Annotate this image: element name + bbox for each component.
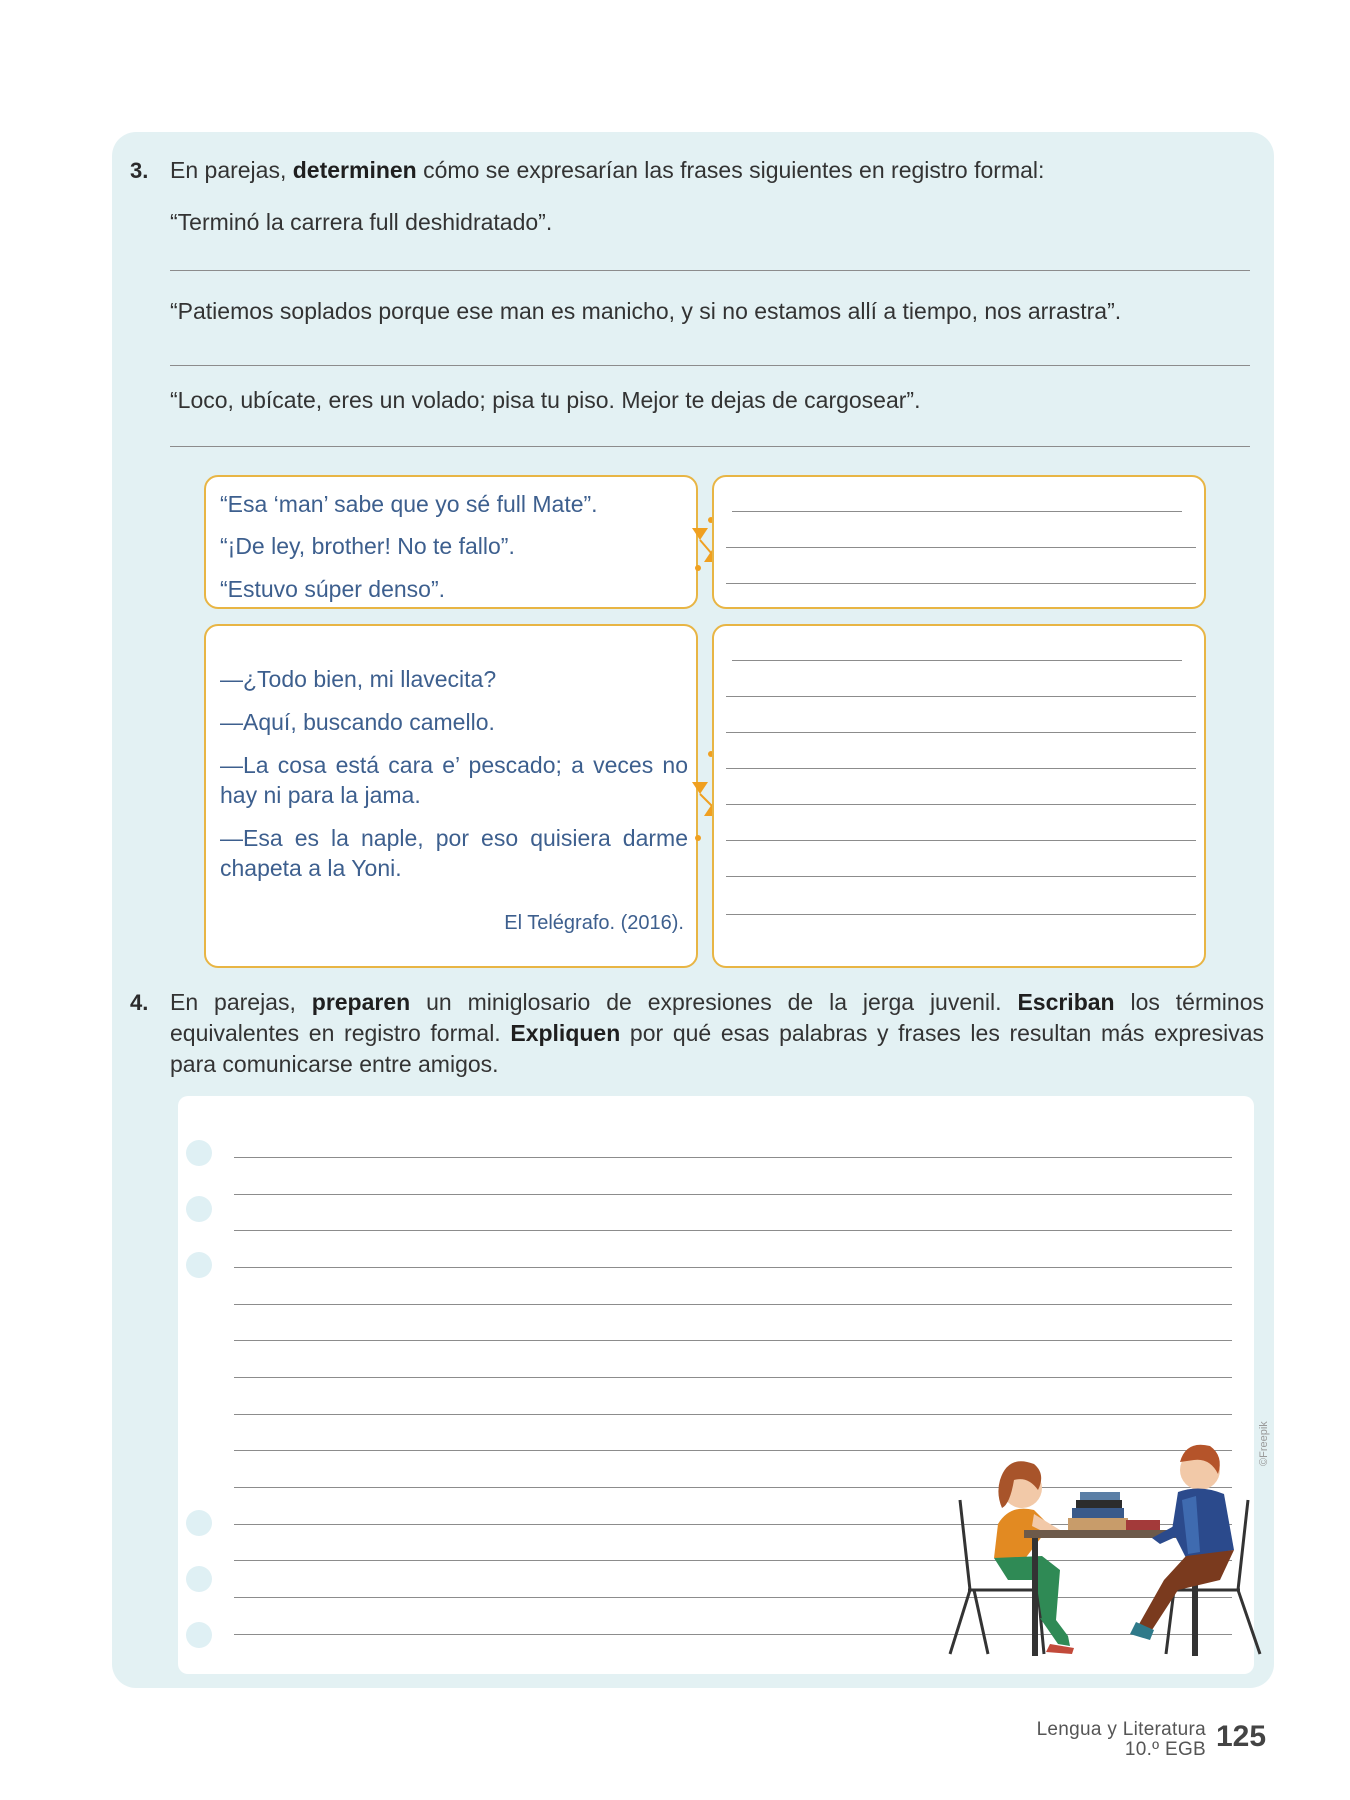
notebook-line[interactable] bbox=[234, 1230, 1232, 1231]
answer-line-1[interactable] bbox=[170, 270, 1250, 271]
dialogue-line-4: —Esa es la naple, por eso quisiera darme chapeta a la Yoni. bbox=[220, 825, 688, 881]
slang-phrases-box bbox=[204, 475, 698, 609]
notebook-hole bbox=[186, 1566, 212, 1592]
box-answer-line[interactable] bbox=[726, 914, 1196, 915]
footer-subject bbox=[950, 1720, 1206, 1760]
box-answer-line[interactable] bbox=[732, 511, 1182, 512]
dialogue-line-1: —¿Todo bien, mi llavecita? bbox=[220, 666, 497, 692]
notebook-line[interactable] bbox=[234, 1304, 1232, 1305]
box-answer-line[interactable] bbox=[726, 732, 1196, 733]
question-3-number: 3. bbox=[130, 158, 149, 183]
notebook-hole bbox=[186, 1252, 212, 1278]
box-answer-line[interactable] bbox=[726, 768, 1196, 769]
box-answer-line[interactable] bbox=[726, 840, 1196, 841]
box-answer-line[interactable] bbox=[726, 696, 1196, 697]
page-number: 125 bbox=[1216, 1720, 1267, 1753]
notebook-hole bbox=[186, 1622, 212, 1648]
dialogue-box bbox=[204, 624, 698, 968]
footer-subject-name: Lengua y Literatura bbox=[1036, 1719, 1206, 1740]
image-credit: ©Freepik bbox=[1258, 1421, 1270, 1466]
dialogue-text bbox=[220, 664, 688, 896]
question-3-instruction: En parejas, determinen cómo se expresarían las frases siguientes en registro formal: bbox=[170, 157, 1045, 183]
question-4-instruction: En parejas, preparen un miniglosario de expresiones de la jerga juvenil. Escriban los términos equivalentes en registro formal. Expliquen por qué esas palabras y frases les resultan más expresivas para comunicarse entre amigos. bbox=[170, 989, 1265, 1077]
question-3-verb: determinen bbox=[292, 157, 417, 183]
phrase-1: “Terminó la carrera full deshidratado”. bbox=[170, 209, 553, 235]
notebook-line[interactable] bbox=[234, 1157, 1232, 1158]
question-4-number: 4. bbox=[130, 990, 149, 1015]
notebook-hole bbox=[186, 1140, 212, 1166]
box-answer-line[interactable] bbox=[726, 583, 1196, 584]
notebook-line[interactable] bbox=[234, 1194, 1232, 1195]
answer-line-3[interactable] bbox=[170, 446, 1250, 447]
answer-line-2[interactable] bbox=[170, 365, 1250, 366]
notebook-line[interactable] bbox=[234, 1340, 1232, 1341]
box-answer-line[interactable] bbox=[726, 804, 1196, 805]
slang-phrase-3: “Estuvo súper denso”. bbox=[220, 576, 446, 602]
phrase-2: “Patiemos soplados porque ese man es manicho, y si no estamos allí a tiempo, nos arrastra”. bbox=[170, 298, 1122, 324]
formal-answer-box-2[interactable] bbox=[712, 624, 1206, 968]
dialogue-line-3: —La cosa está cara e’ pescado; a veces no hay ni para la jama. bbox=[220, 752, 688, 808]
box-answer-line[interactable] bbox=[726, 876, 1196, 877]
formal-answer-box-1[interactable] bbox=[712, 475, 1206, 609]
slang-phrase-2: “¡De ley, brother! No te fallo”. bbox=[220, 533, 515, 559]
slang-phrase-1: “Esa ‘man’ sabe que yo sé full Mate”. bbox=[220, 491, 598, 517]
dialogue-line-2: —Aquí, buscando camello. bbox=[220, 709, 495, 735]
notebook-line[interactable] bbox=[234, 1377, 1232, 1378]
notebook-hole bbox=[186, 1196, 212, 1222]
phrase-3: “Loco, ubícate, eres un volado; pisa tu piso. Mejor te dejas de cargosear”. bbox=[170, 387, 921, 413]
notebook-line[interactable] bbox=[234, 1414, 1232, 1415]
box-answer-line[interactable] bbox=[726, 547, 1196, 548]
notebook-hole bbox=[186, 1510, 212, 1536]
footer-grade: 10.º EGB bbox=[1124, 1739, 1206, 1760]
students-studying-illustration bbox=[938, 1430, 1270, 1658]
box-answer-line[interactable] bbox=[732, 660, 1182, 661]
notebook-line[interactable] bbox=[234, 1267, 1232, 1268]
dialogue-citation: El Telégrafo. (2016). bbox=[504, 912, 684, 934]
